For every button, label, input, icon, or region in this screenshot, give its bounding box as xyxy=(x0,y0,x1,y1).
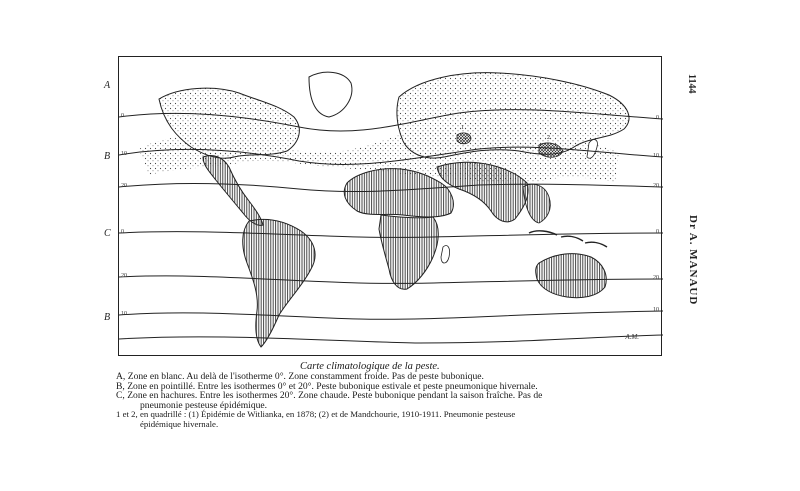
lat-label-right-5: 20 xyxy=(653,275,659,281)
author-name: Dr A. MANAUD xyxy=(687,215,699,306)
lat-label-left-2: 10 xyxy=(121,151,127,157)
isotherm-south-low xyxy=(119,335,663,343)
greenland xyxy=(309,72,352,117)
world-map xyxy=(118,56,662,356)
lat-label-left-6: 10 xyxy=(121,311,127,317)
legend-line-c1: C, Zone en hachures. Entre les isothermes 20°. Zone chaude. Peste bubonique pendant la saison fraîche. Pas de xyxy=(116,390,543,402)
map-signature: A.M. xyxy=(625,333,639,341)
central-america-hatched xyxy=(203,155,263,225)
lat-label-left-3: 20 xyxy=(121,183,127,189)
lat-label-right-6: 10 xyxy=(653,307,659,313)
legend-line-a: A, Zone en blanc. Au delà de l'isotherme 0°. Zone constamment froide. Pas de peste bubonique. xyxy=(116,371,484,382)
legend-line-d1: 1 et 2, en quadrillé : (1) Épidémie de Witlianka, en 1878; (2) et de Mandchourie, 1910-1911. Pneumonie pesteuse xyxy=(116,409,516,420)
south-america-hatched xyxy=(243,219,315,347)
zone-letter-b-south: B xyxy=(104,312,111,323)
lat-label-right-2: 10 xyxy=(653,153,659,159)
epidemic-area-1 xyxy=(457,133,471,144)
zone-letter-c: C xyxy=(104,228,111,239)
lat-label-left-1: 0 xyxy=(121,113,124,119)
map-legend xyxy=(116,372,676,430)
world-map-svg xyxy=(119,57,663,357)
lat-label-right-3: 20 xyxy=(653,183,659,189)
madagascar xyxy=(441,245,450,263)
legend-line-b: B, Zone en pointillé. Entre les isothermes 0° et 20°. Peste bubonique estivale et peste pneumonique hivernale. xyxy=(116,380,538,392)
africa-south xyxy=(379,215,438,289)
legend-line-d2: épidémique hivernale. xyxy=(140,418,219,429)
isotherm-10-south xyxy=(119,311,663,319)
zone-letter-b: B xyxy=(104,151,111,162)
marker-2: 2 xyxy=(547,135,550,141)
marker-1: 1 xyxy=(461,125,464,131)
caption-title: Carte climatologique de la peste. xyxy=(300,361,440,372)
lat-label-left-5: 20 xyxy=(121,273,127,279)
lat-label-right-1: 0 xyxy=(656,115,659,121)
zone-letter-a: A xyxy=(104,80,111,91)
southeast-asia xyxy=(523,184,550,223)
legend-line-c2: pneumonie pesteuse épidémique. xyxy=(140,399,268,411)
australia-hatched xyxy=(536,254,607,298)
lat-label-right-4: 0 xyxy=(656,229,659,235)
lat-label-left-4: 0 xyxy=(121,229,124,235)
page-number: 1144 xyxy=(686,74,697,94)
